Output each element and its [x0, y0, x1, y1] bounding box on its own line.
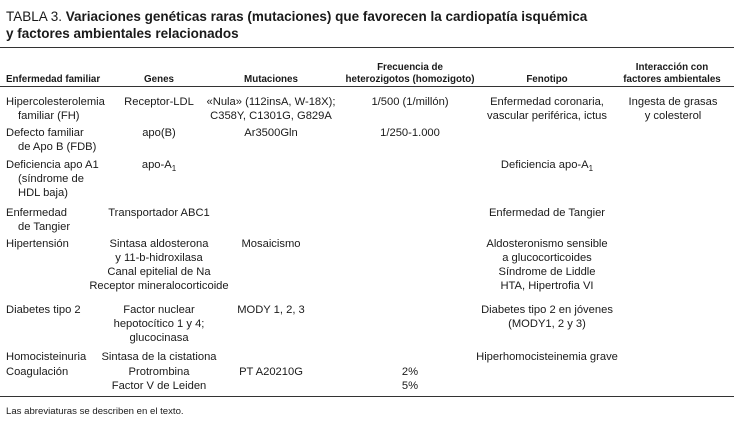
row-hta-fen2: a glucocorticoides: [502, 252, 592, 264]
header-interaccion-line2: factores ambientales: [623, 74, 721, 85]
row-apoa1-fen: [472, 158, 622, 176]
row-fh-fre: 1/500 (1/millón): [371, 96, 449, 108]
row-fh-int1: Ingesta de grasas: [628, 96, 718, 108]
row-dm2-fen2: (MODY1, 2 y 3): [508, 318, 586, 330]
row-fh-mut: [186, 95, 356, 123]
row-fh-fen1: Enfermedad coronaria,: [490, 96, 604, 108]
row-hta-mut: Mosaicismo: [241, 238, 301, 250]
header-familia-text: Enfermedad familiar: [6, 74, 101, 85]
row-coag-fre: [346, 365, 474, 393]
row-tangier-fen: Enfermedad de Tangier: [488, 207, 606, 219]
row-apoa1-fam3: HDL baja): [18, 187, 68, 199]
bottom-rule: [0, 396, 734, 397]
row-dm2-gen3: glucocinasa: [129, 332, 189, 344]
header-rule: [0, 86, 734, 87]
row-dm2-fen1: Diabetes tipo 2 en jóvenes: [481, 304, 613, 316]
row-apoa1-gen-text: apo-A: [141, 159, 172, 171]
header-frecuencia-line2: heterozigotos (homozigoto): [345, 74, 475, 85]
row-homo-gen: Sintasa de la cistationa: [101, 351, 217, 363]
row-fdb-gen: apo(B): [142, 127, 176, 139]
header-fenotipo: [472, 50, 622, 86]
row-fh-fen: [472, 95, 622, 123]
row-coag-gen2: Factor V de Leiden: [111, 380, 207, 392]
header-interaccion-text: [623, 62, 720, 86]
table-title: [6, 8, 731, 42]
row-fh-mut2: C358Y, C1301G, G829A: [210, 110, 332, 122]
table-title-line2: y factores ambientales relacionados: [6, 26, 239, 41]
row-fdb-mut: Ar3500Gln: [244, 127, 298, 139]
row-hta-gen1: Sintasa aldosterona: [109, 238, 209, 250]
row-hta-fen4: HTA, Hipertrofia VI: [500, 280, 594, 292]
row-coag-fre2: 5%: [401, 380, 419, 392]
row-fh-fen2: vascular periférica, ictus: [487, 110, 607, 122]
header-interaccion-line1: Interacción con: [635, 62, 709, 73]
row-coag-fre1: 2%: [401, 366, 419, 378]
row-apoa1-fam1: Deficiencia apo A1: [6, 159, 99, 171]
row-dm2-gen2: hepotocítico 1 y 4;: [113, 318, 205, 330]
row-apoa1-fen-text: Deficiencia apo-A: [500, 159, 589, 171]
row-fh-int: [622, 95, 724, 123]
header-mutaciones-text: Mutaciones: [244, 74, 298, 85]
row-apoa1-fam2: (síndrome de: [18, 173, 84, 185]
header-genes-text: Genes: [144, 74, 174, 85]
row-tangier-gen: Transportador ABC1: [108, 207, 210, 219]
row-coag-familia: Coagulación: [6, 366, 69, 378]
row-dm2-familia: Diabetes tipo 2: [6, 304, 81, 316]
row-hta-fen3: Síndrome de Liddle: [498, 266, 596, 278]
header-interaccion: [610, 50, 734, 86]
row-coag-gen1: Protrombina: [128, 366, 190, 378]
header-fenotipo-text: Fenotipo: [526, 74, 568, 85]
row-apoa1-gen: [84, 158, 234, 176]
row-hta-familia: Hipertensión: [6, 238, 69, 250]
row-dm2-gen1: Factor nuclear: [123, 304, 195, 316]
top-rule: [0, 47, 734, 48]
table-footnote: Las abreviaturas se describen en el texto.: [6, 406, 184, 417]
row-fh-mut1: «Nula» (112insA, W-18X);: [206, 96, 336, 108]
row-apoa1-gen-sub: 1: [171, 164, 177, 174]
row-tangier-fam1: Enfermedad: [6, 207, 67, 219]
row-fh-gen: Receptor-LDL: [124, 96, 194, 108]
row-fdb-fam2: de Apo B (FDB): [18, 141, 97, 153]
header-frecuencia-text: [346, 62, 475, 86]
header-frecuencia-line1: Frecuencia de: [377, 62, 443, 73]
row-dm2-mut: MODY 1, 2, 3: [237, 304, 305, 316]
row-fdb-fre: 1/250-1.000: [380, 127, 440, 139]
row-coag-mut: PT A20210G: [239, 366, 303, 378]
row-dm2-fen: [472, 303, 622, 331]
header-frecuencia: [346, 50, 474, 86]
row-fh-fam2: familiar (FH): [18, 110, 80, 122]
row-hta-gen2: y 11-b-hidroxilasa: [115, 252, 203, 264]
row-fh-int2: y colesterol: [644, 110, 702, 122]
row-hta-fen1: Aldosteronismo sensible: [486, 238, 608, 250]
row-fdb-fam1: Defecto familiar: [6, 127, 84, 139]
row-fh-fam1: Hipercolesterolemia: [6, 96, 105, 108]
row-apoa1-fen-sub: 1: [588, 164, 594, 174]
row-hta-fen: [472, 237, 622, 293]
row-hta-gen3: Canal epitelial de Na: [107, 266, 211, 278]
table-title-line1: Variaciones genéticas raras (mutaciones) que favorecen la cardiopatía isquémica: [62, 9, 588, 24]
row-homo-familia: Homocisteinuria: [6, 351, 87, 363]
table-label: TABLA 3.: [6, 9, 63, 24]
header-mutaciones: [196, 50, 346, 86]
row-tangier-fam2: de Tangier: [18, 221, 71, 233]
row-hta-gen4: Receptor mineralocorticoide: [89, 280, 229, 292]
row-homo-fen: Hiperhomocisteinemia grave: [476, 351, 618, 363]
